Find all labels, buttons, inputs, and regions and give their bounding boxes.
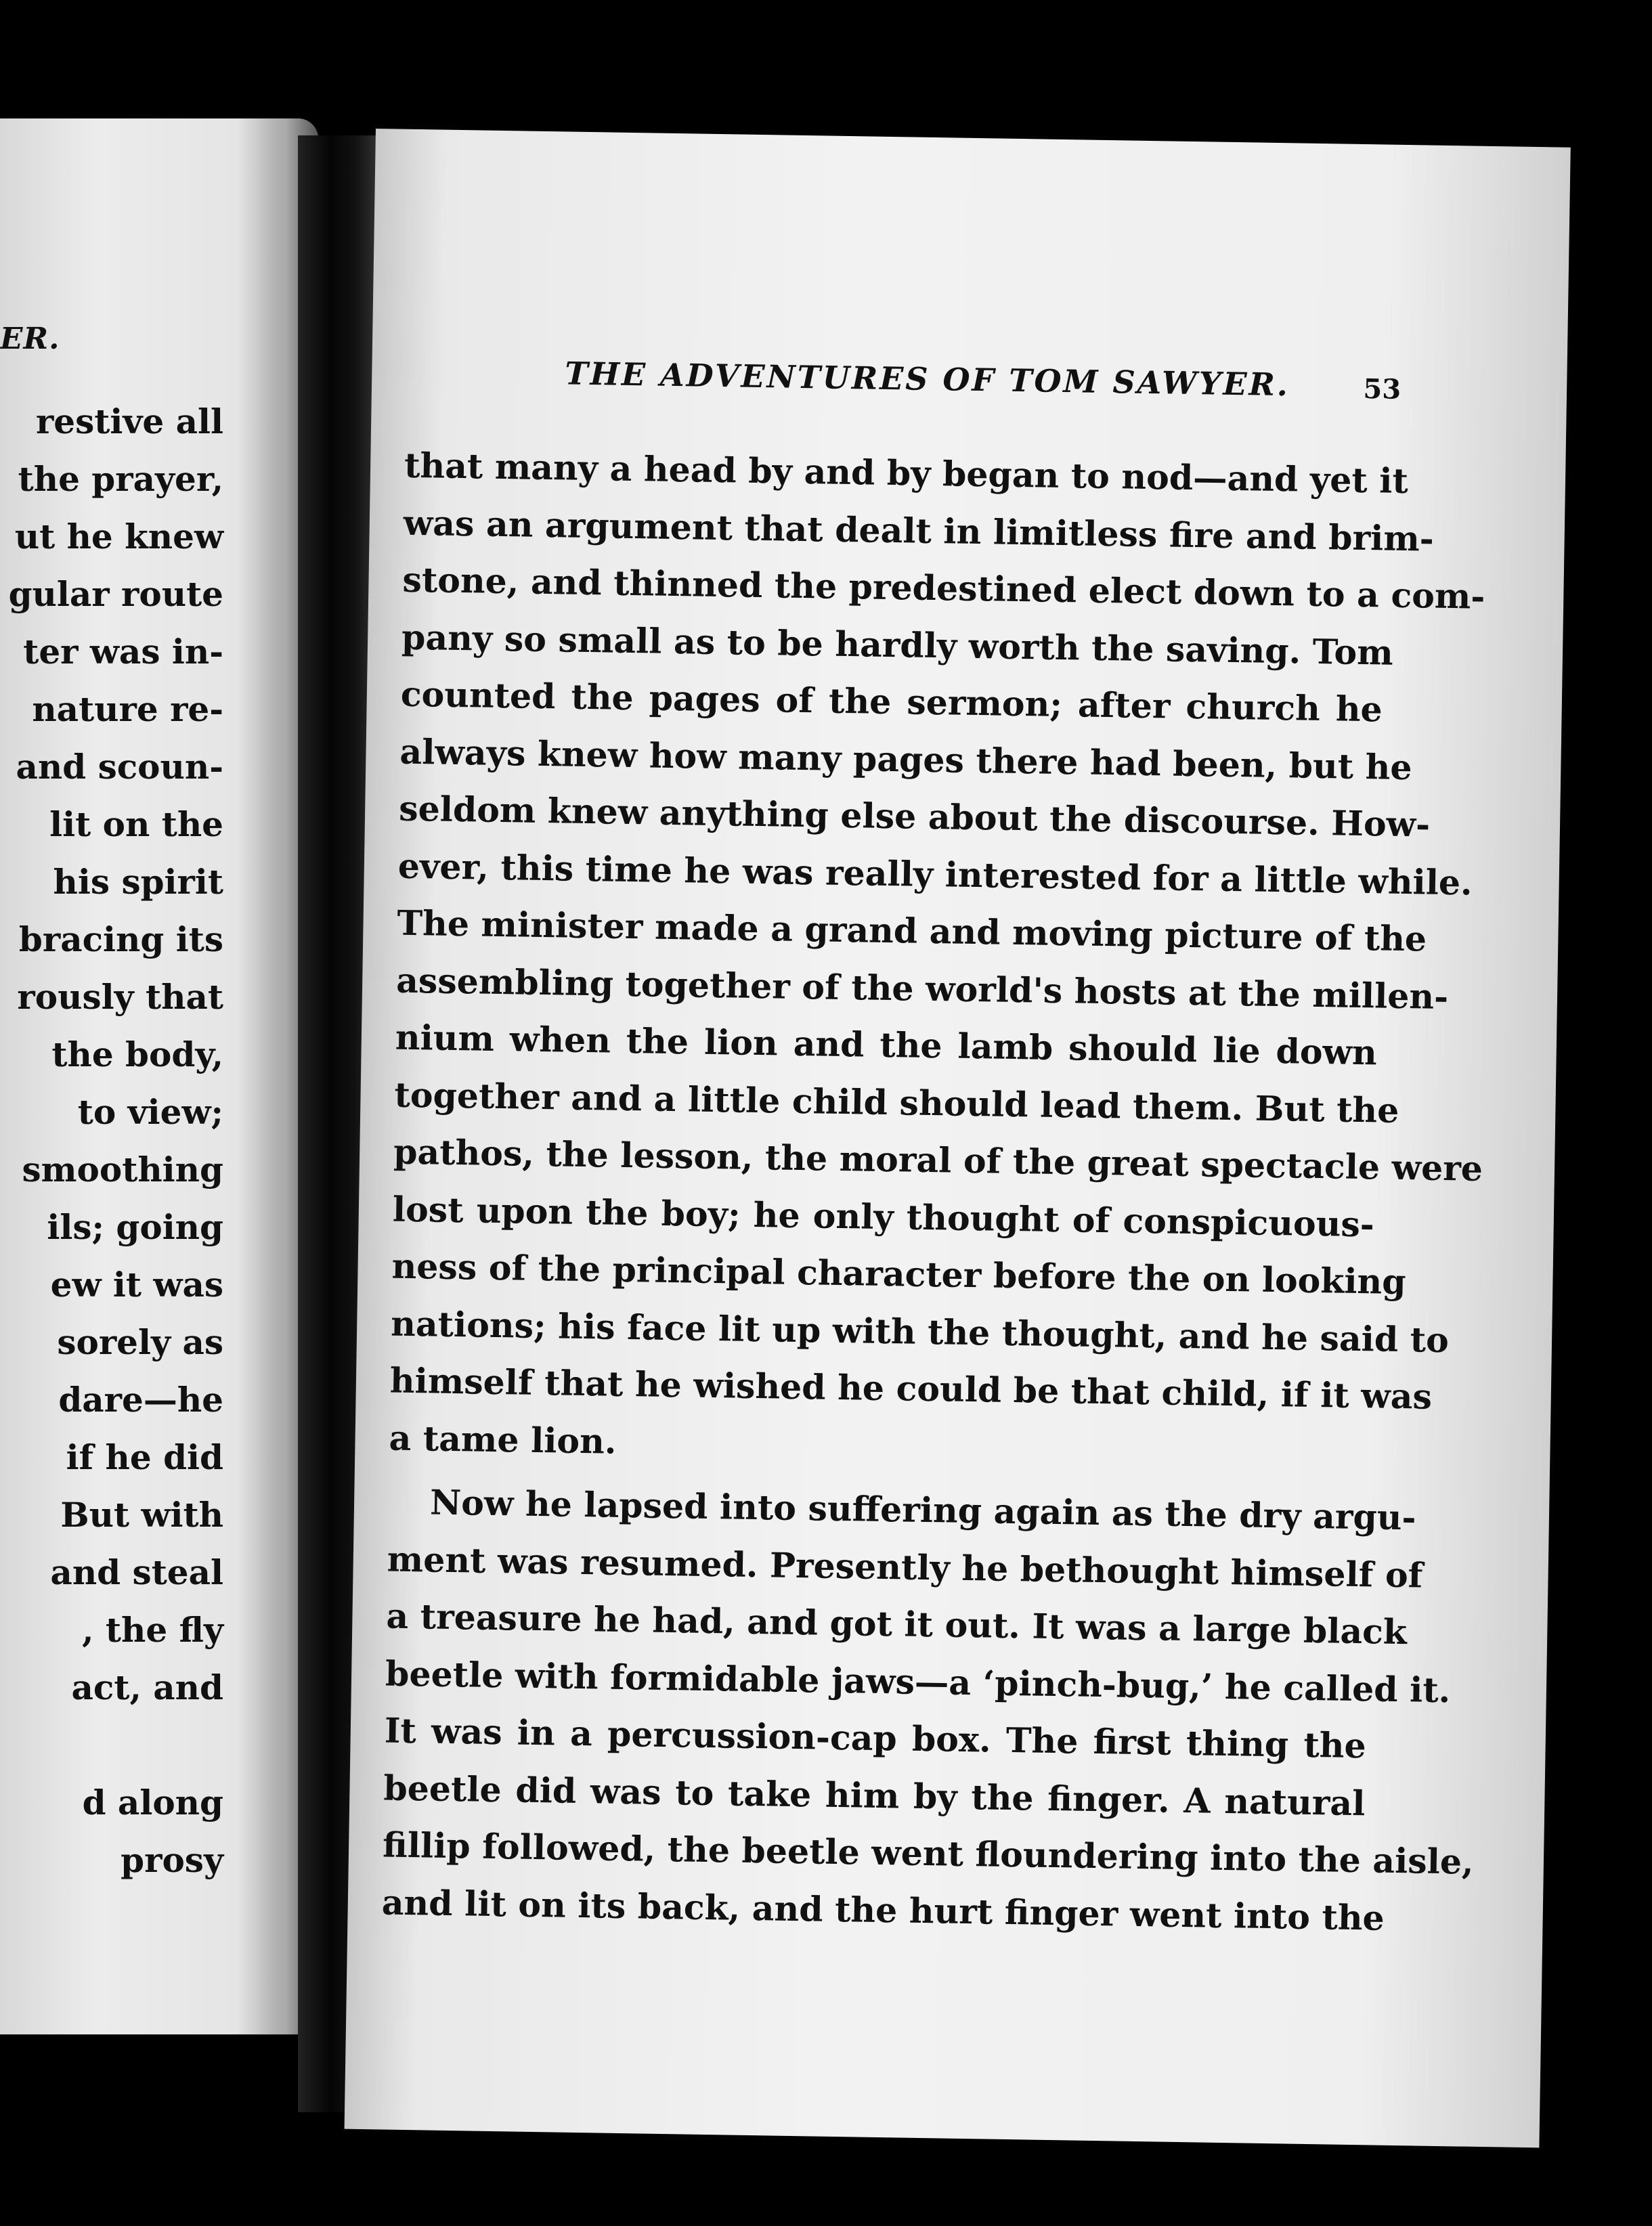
left-page-line: prosy [121,1840,223,1880]
left-page-line: nature re- [32,689,223,729]
left-page-line: ew it was [50,1265,223,1305]
left-page-line: sorely as [57,1322,223,1362]
left-page-line: rously that [17,977,223,1017]
text-line: Now he lapsed into suffering again as the dry argu- [429,1482,1416,1538]
running-head: THE ADVENTURES OF TOM SAWYER. [564,355,1290,403]
page-number: 53 [1363,372,1401,406]
text-line: that many a head by and by began to nod—and yet it [404,445,1409,502]
text-line: a tame lion. [389,1418,617,1462]
text-line: nium when the lion and the lamb should lie down [395,1017,1378,1073]
left-page-running-head: ER. [0,322,60,356]
left-page-line: dare—he [58,1380,223,1420]
left-page-line: act, and [71,1667,223,1707]
left-page-line: gular route [8,574,223,614]
text-line: pany so small as to be hardly worth the saving. Tom [401,617,1394,673]
left-page-line: to view; [77,1092,223,1132]
paragraph-2 [381,1474,1475,1947]
left-page-line: the body, [51,1034,223,1074]
text-line: together and a little child should lead them. But the [394,1074,1399,1131]
left-page-line: and scoun- [16,747,223,787]
text-line: seldom knew anything else about the discourse. How- [398,788,1431,845]
left-page-line: restive all [35,401,223,441]
text-line: It was in a percussion-cap box. The first thing the [384,1710,1367,1766]
text-line: The minister made a grand and moving picture of the [397,902,1427,959]
text-line: ment was resumed. Presently he bethought himself of [387,1539,1423,1596]
left-page-text [9,393,223,1889]
text-line: counted the pages of the sermon; after church he [400,674,1383,730]
text-line: himself that he wished he could be that child, if it was [389,1360,1433,1417]
left-page-line: if he did [66,1437,223,1477]
text-line: always knew how many pages there had been, but he [399,731,1412,787]
left-page-line: bracing its [18,919,223,959]
left-page-line: But with [60,1495,223,1535]
text-line: nations; his face lit up with the thought, and he said to [390,1303,1450,1360]
text-line: ness of the principal character before the on looking [391,1246,1407,1303]
text-line: lost upon the boy; he only thought of conspicuous- [392,1189,1375,1244]
left-page-line: the prayer, [18,459,223,499]
text-line: beetle did was to take him by the finger. A natural [383,1767,1366,1823]
left-page-line: ut he knew [14,517,223,556]
text-line: ever, this time he was really interested for a little while. [397,846,1473,903]
left-page-line: ter was in- [23,632,223,672]
left-page [0,118,318,2034]
left-page-line: d along [82,1783,223,1823]
left-page-blank-line [9,1716,223,1774]
left-page-line: lit on the [49,804,223,844]
left-page-line: ils; going [47,1207,223,1247]
left-page-line: and steal [50,1552,223,1592]
text-line: assembling together of the world's hosts at the millen- [395,960,1449,1017]
text-line: beetle with formidable jaws—a ‘pinch-bug,’ he called it. [385,1653,1451,1710]
text-line: and lit on its back, and the hurt finger went into the [381,1881,1385,1938]
paragraph-1 [389,437,1485,1483]
text-line: pathos, the lesson, the moral of the great spectacle were [393,1131,1483,1189]
body-text [381,437,1485,1947]
text-line: a treasure he had, and got it out. It was a large black [386,1596,1408,1653]
text-line: stone, and thinned the predestined elect down to a com- [402,559,1485,617]
text-line: fillip followed, the beetle went floundering into the aisle, [382,1825,1475,1882]
text-line: was an argument that dealt in limitless fire and brim- [403,502,1435,559]
left-page-line: , the fly [82,1610,223,1650]
right-page [345,129,1571,2147]
left-page-line: smoothing [22,1150,223,1190]
left-page-line: his spirit [53,862,223,902]
